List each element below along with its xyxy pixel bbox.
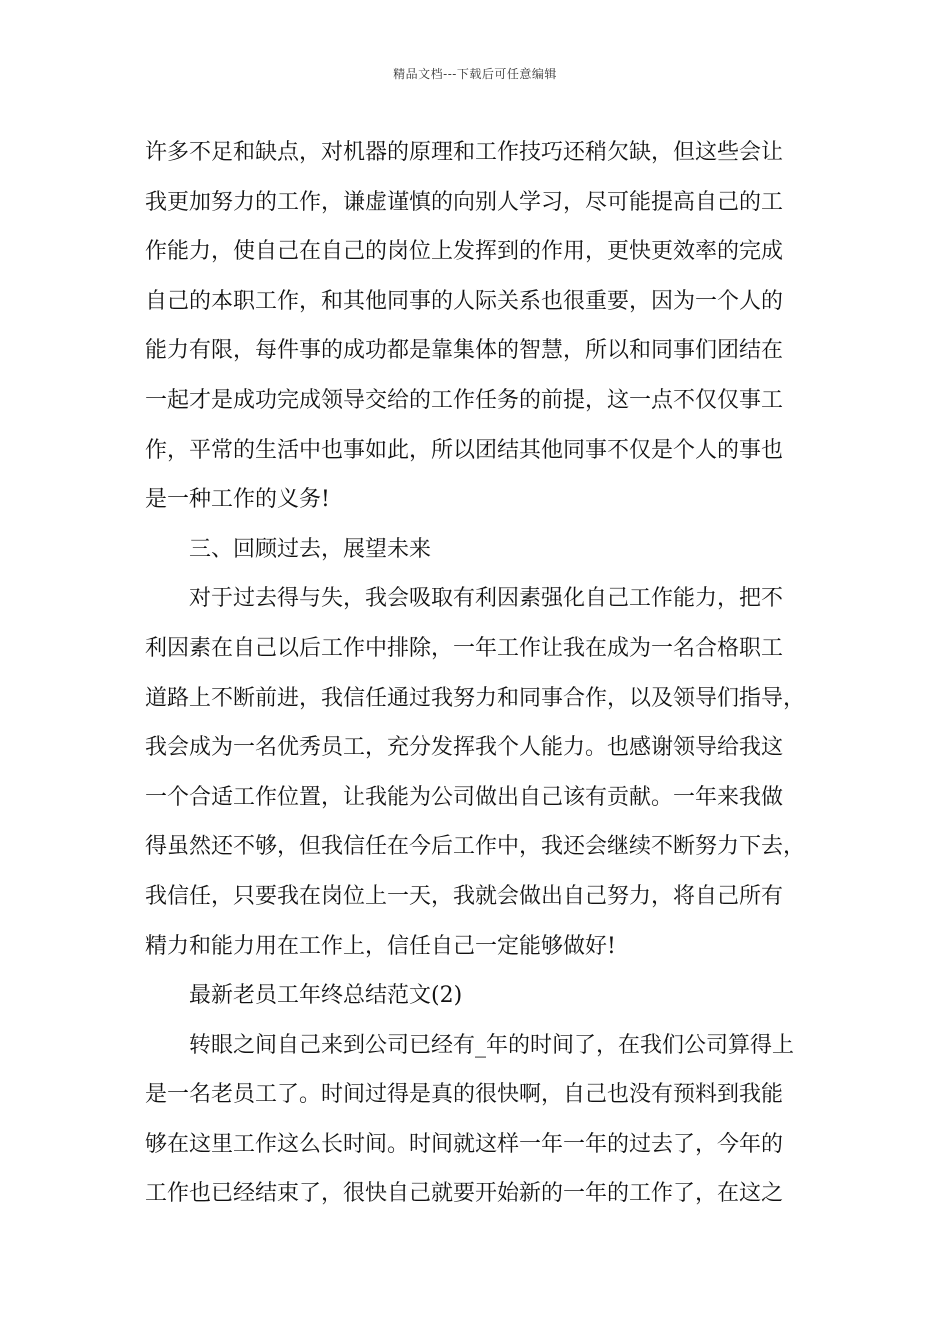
text-line: 自己的本职工作，和其他同事的人际关系也很重要，因为一个人的 — [145, 288, 784, 314]
text-line: 转眼之间自己来到公司已经有_年的时间了，在我们公司算得上 — [189, 1032, 795, 1058]
text-line: 利因素在自己以后工作中排除，一年工作让我在成为一名合格职工 — [145, 635, 784, 661]
text-line: 作，平常的生活中也事如此，所以团结其他同事不仅是个人的事也 — [145, 437, 784, 463]
text-line: 我会成为一名优秀员工，充分发挥我个人能力。也感谢领导给我这 — [145, 735, 784, 761]
text-line: 一起才是成功完成领导交给的工作任务的前提，这一点不仅仅事工 — [145, 387, 784, 413]
page-header: 精品文档---下载后可任意编辑 — [393, 67, 557, 81]
text-line: 作能力，使自己在自己的岗位上发挥到的作用，更快更效率的完成 — [145, 239, 784, 265]
text-line: 是一名老员工了。时间过得是真的很快啊，自己也没有预料到我能 — [145, 1082, 784, 1108]
text-line: 工作也已经结束了，很快自己就要开始新的一年的工作了，在这之 — [145, 1181, 784, 1207]
text-line: 够在这里工作这么长时间。时间就这样一年一年的过去了，今年的 — [145, 1131, 784, 1157]
text-line: 一个合适工作位置，让我能为公司做出自己该有贡献。一年来我做 — [145, 784, 784, 810]
text-line: 我更加努力的工作，谦虚谨慎的向别人学习，尽可能提高自己的工 — [145, 189, 784, 215]
text-line: 对于过去得与失，我会吸取有利因素强化自己工作能力，把不 — [189, 586, 784, 612]
text-line: 得虽然还不够，但我信任在今后工作中，我还会继续不断努力下去， — [145, 834, 806, 860]
text-line: 许多不足和缺点，对机器的原理和工作技巧还稍欠缺，但这些会让 — [145, 140, 784, 165]
text-line: 是一种工作的义务! — [145, 487, 330, 513]
text-line: 我信任，只要我在岗位上一天，我就会做出自己努力，将自己所有 — [145, 883, 784, 909]
text-line: 精力和能力用在工作上，信任自己一定能够做好! — [145, 933, 616, 959]
section-heading: 三、回顾过去，展望未来 — [189, 536, 432, 562]
article-title: 最新老员工年终总结范文(2) — [189, 983, 463, 1009]
text-line: 道路上不断前进，我信任通过我努力和同事合作，以及领导们指导， — [145, 685, 806, 711]
text-line: 能力有限，每件事的成功都是靠集体的智慧，所以和同事们团结在 — [145, 338, 784, 364]
document-body — [145, 128, 825, 1219]
